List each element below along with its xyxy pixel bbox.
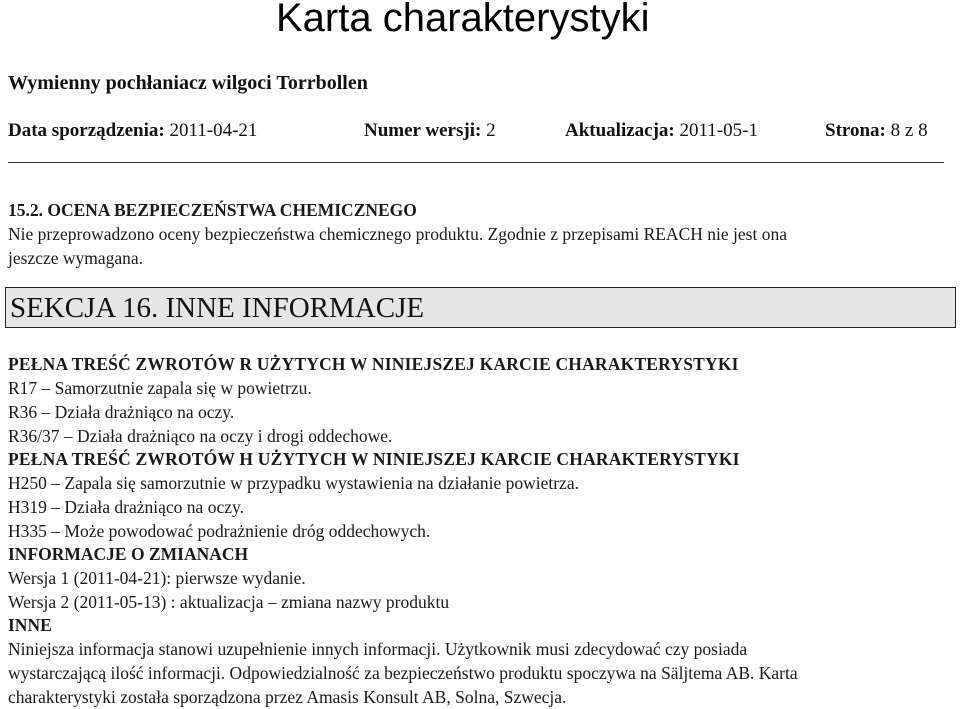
- version-field: [364, 119, 496, 143]
- section-15-2-text-line: Nie przeprowadzono oceny bezpieczeństwa chemicznego produktu. Zgodnie z przepisami REACH nie jest ona: [8, 224, 787, 244]
- page-label: Strona:: [825, 120, 886, 141]
- other-text-line: charakterystyki została sporządzona przez Amasis Konsult AB, Solna, Szwecja.: [8, 687, 567, 707]
- update-field: [565, 119, 758, 143]
- r-phrases-heading: PEŁNA TREŚĆ ZWROTÓW R UŻYTYCH W NINIEJSZEJ KARCIE CHARAKTERYSTYKI: [8, 354, 739, 374]
- date-field: [8, 119, 257, 143]
- page-field: [825, 119, 928, 143]
- section-16-banner: [5, 287, 956, 328]
- update-value: 2011-05-1: [679, 120, 758, 141]
- page-value: 8 z 8: [890, 120, 928, 141]
- header-divider: [8, 162, 944, 163]
- r-phrase-item: R17 – Samorzutnie zapala się w powietrzu.: [8, 378, 312, 398]
- section-15-2-text-line: jeszcze wymagana.: [8, 248, 144, 268]
- changes-heading: INFORMACJE O ZMIANACH: [8, 544, 249, 564]
- other-text-line: wystarczającą ilość informacji. Odpowiedzialność za bezpieczeństwo produktu spoczywa na Säljtema AB. Karta: [8, 663, 798, 683]
- section-15-2-heading: 15.2. OCENA BEZPIECZEŃSTWA CHEMICZNEGO: [8, 200, 417, 220]
- date-label: Data sporządzenia:: [8, 120, 165, 141]
- h-phrases-heading: PEŁNA TREŚĆ ZWROTÓW H UŻYTYCH W NINIEJSZEJ KARCIE CHARAKTERYSTYKI: [8, 449, 740, 469]
- other-heading: INNE: [8, 615, 52, 635]
- document-title: Karta charakterystyki: [276, 0, 650, 40]
- version-label: Numer wersji:: [364, 120, 482, 141]
- h-phrase-item: H250 – Zapala się samorzutnie w przypadku wystawienia na działanie powietrza.: [8, 473, 579, 493]
- other-text-line: Niniejsza informacja stanowi uzupełnienie innych informacji. Użytkownik musi zdecydować czy posiada: [8, 639, 748, 659]
- section-16-title: SEKCJA 16. INNE INFORMACJE: [10, 292, 425, 324]
- change-item: Wersja 2 (2011-05-13) : aktualizacja – zmiana nazwy produktu: [8, 592, 450, 612]
- r-phrase-item: R36/37 – Działa drażniąco na oczy i drogi oddechowe.: [8, 426, 393, 446]
- h-phrase-item: H319 – Działa drażniąco na oczy.: [8, 497, 244, 517]
- version-value: 2: [486, 120, 496, 141]
- h-phrase-item: H335 – Może powodować podrażnienie dróg oddechowych.: [8, 521, 431, 541]
- update-label: Aktualizacja:: [565, 120, 675, 141]
- date-value: 2011-04-21: [169, 120, 258, 141]
- product-name: Wymienny pochłaniacz wilgoci Torrbollen: [8, 72, 368, 94]
- change-item: Wersja 1 (2011-04-21): pierwsze wydanie.: [8, 568, 306, 588]
- r-phrase-item: R36 – Działa drażniąco na oczy.: [8, 402, 235, 422]
